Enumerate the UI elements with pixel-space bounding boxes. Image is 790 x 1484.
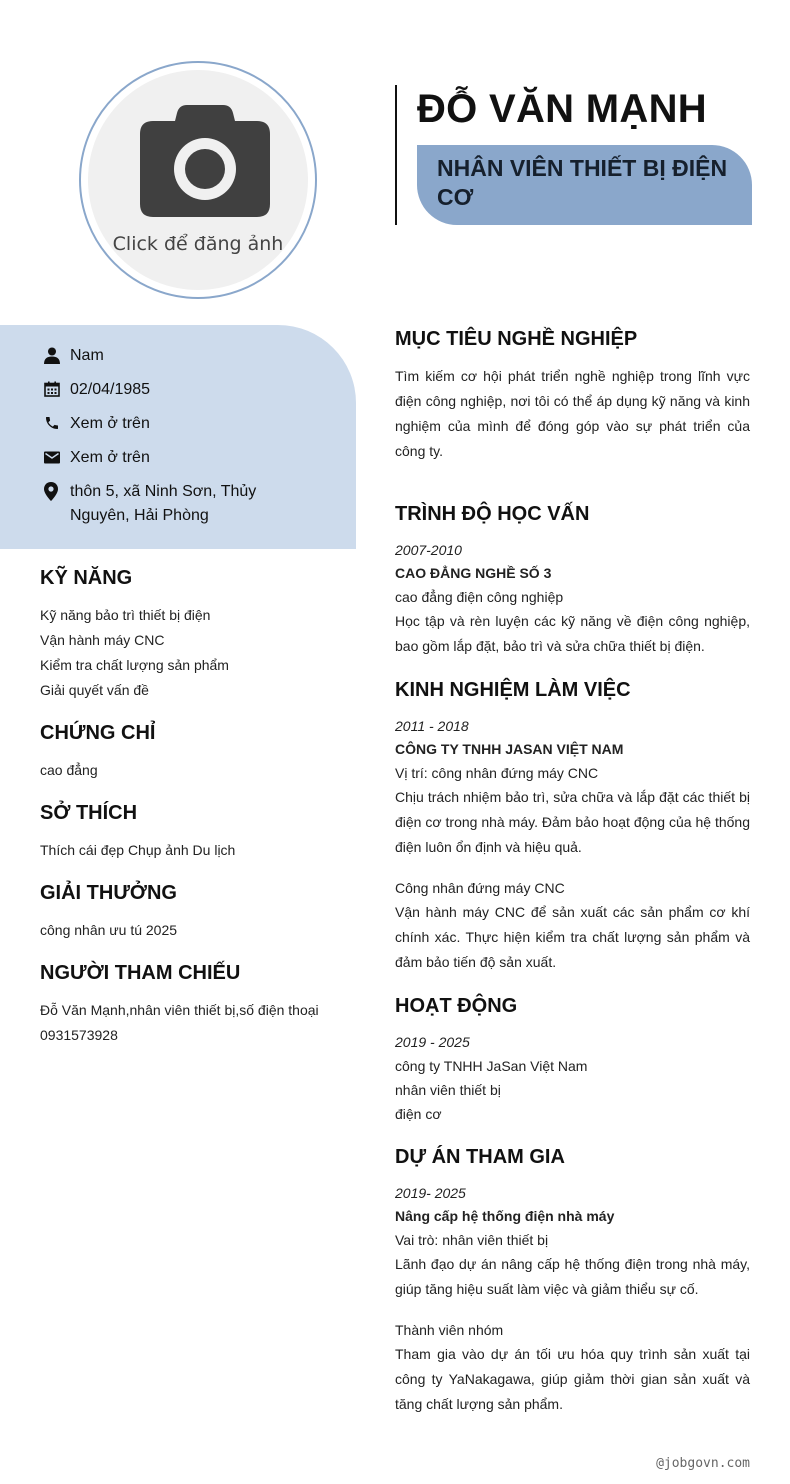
certificates-title: CHỨNG CHỈ <box>40 722 156 744</box>
avatar-placeholder[interactable] <box>88 70 308 290</box>
project-role-2: Thành viên nhóm <box>395 1322 504 1338</box>
activities-entry <box>395 1031 750 1126</box>
camera-icon <box>139 103 271 219</box>
mail-icon <box>40 446 70 468</box>
candidate-name: ĐỖ VĂN MẠNH <box>417 87 707 131</box>
activities-title: HOẠT ĐỘNG <box>395 995 518 1017</box>
education-entry <box>395 539 750 659</box>
references-text: Đỗ Văn Mạnh,nhân viên thiết bị,số điện thoại 0931573928 <box>40 1002 319 1043</box>
contact-dob: 02/04/1985 <box>40 378 150 402</box>
contact-email: Xem ở trên <box>40 446 150 470</box>
skill-item: Vận hành máy CNC <box>40 632 165 648</box>
awards-title: GIẢI THƯỞNG <box>40 882 177 904</box>
projects-title: DỰ ÁN THAM GIA <box>395 1146 565 1168</box>
candidate-role: NHÂN VIÊN THIẾT BỊ ĐIỆN CƠ <box>437 155 728 210</box>
certificates-text: cao đẳng <box>40 762 98 778</box>
skills-list <box>40 603 340 703</box>
calendar-icon <box>40 378 70 400</box>
awards-text: công nhân ưu tú 2025 <box>40 922 178 938</box>
project-desc-2: Tham gia vào dự án tối ưu hóa quy trình sản xuất tại công ty YaNakagawa, giúp giảm thời gian sản xuất và tăng chất lượng sản phẩm. <box>395 1346 750 1412</box>
project-name: Nâng cấp hệ thống điện nhà máy <box>395 1208 615 1224</box>
education-title: TRÌNH ĐỘ HỌC VẤN <box>395 503 590 525</box>
phone-icon <box>40 412 70 434</box>
name-header <box>395 85 755 225</box>
project-role: Vai trò: nhân viên thiết bị <box>395 1232 549 1248</box>
skill-item: Giải quyết vấn đề <box>40 682 149 698</box>
avatar-upload[interactable] <box>79 61 317 299</box>
role-banner <box>417 145 752 225</box>
education-desc: Học tập và rèn luyện các kỹ năng về điện công nghiệp, bao gồm lắp đặt, bảo trì và sửa chữa thiết bị điện. <box>395 613 750 654</box>
hobbies-text: Thích cái đẹp Chụp ảnh Du lịch <box>40 842 236 858</box>
contact-gender: Nam <box>40 344 104 368</box>
activities-line: nhân viên thiết bị <box>395 1082 501 1098</box>
project-date: 2019- 2025 <box>395 1185 466 1201</box>
experience-desc-2: Vận hành máy CNC để sản xuất các sản phẩm cơ khí chính xác. Thực hiện kiểm tra chất lượng sản phẩm và đảm bảo tiến độ sản xuất. <box>395 904 750 970</box>
map-pin-icon <box>40 480 70 502</box>
skill-item: Kỹ năng bảo trì thiết bị điện <box>40 607 211 623</box>
activities-org: công ty TNHH JaSan Việt Nam <box>395 1058 588 1074</box>
experience-date: 2011 - 2018 <box>395 718 469 734</box>
education-major: cao đẳng điện công nghiệp <box>395 589 564 605</box>
experience-entry <box>395 715 750 975</box>
references-title: NGƯỜI THAM CHIẾU <box>40 962 241 984</box>
avatar-caption: Click để đăng ảnh <box>112 233 284 255</box>
education-school: CAO ĐẲNG NGHỀ SỐ 3 <box>395 565 552 581</box>
experience-role-2: Công nhân đứng máy CNC <box>395 880 565 896</box>
contact-phone: Xem ở trên <box>40 412 150 436</box>
projects-entry <box>395 1182 750 1417</box>
hobbies-title: SỞ THÍCH <box>40 802 138 824</box>
project-desc: Lãnh đạo dự án nâng cấp hệ thống điện trong nhà máy, giúp tăng hiệu suất làm việc và giảm thiểu sự cố. <box>395 1256 750 1297</box>
objective-title: MỤC TIÊU NGHỀ NGHIỆP <box>395 328 638 350</box>
experience-company: CÔNG TY TNHH JASAN VIỆT NAM <box>395 741 624 757</box>
objective-text: Tìm kiếm cơ hội phát triển nghề nghiệp trong lĩnh vực điện công nghiệp, nơi tôi có thể áp dụng kỹ năng và kinh nghiệm của mình để đóng góp vào sự phát triển của công ty. <box>395 368 750 459</box>
education-date: 2007-2010 <box>395 542 462 558</box>
watermark: @jobgovn.com <box>656 1456 750 1471</box>
skills-title: KỸ NĂNG <box>40 567 133 589</box>
experience-desc: Chịu trách nhiệm bảo trì, sửa chữa và lắp đặt các thiết bị điện cơ trong nhà máy. Đảm bảo hoạt động của hệ thống điện luôn ổn định và hiệu quả. <box>395 789 750 855</box>
experience-title: KINH NGHIỆM LÀM VIỆC <box>395 679 631 701</box>
skill-item: Kiểm tra chất lượng sản phẩm <box>40 657 229 673</box>
activities-date: 2019 - 2025 <box>395 1034 470 1050</box>
activities-line: điện cơ <box>395 1106 442 1122</box>
contact-address: thôn 5, xã Ninh Sơn, Thủy Nguyên, Hải Phòng <box>40 480 340 528</box>
experience-position: Vị trí: công nhân đứng máy CNC <box>395 765 599 781</box>
user-icon <box>40 344 70 366</box>
